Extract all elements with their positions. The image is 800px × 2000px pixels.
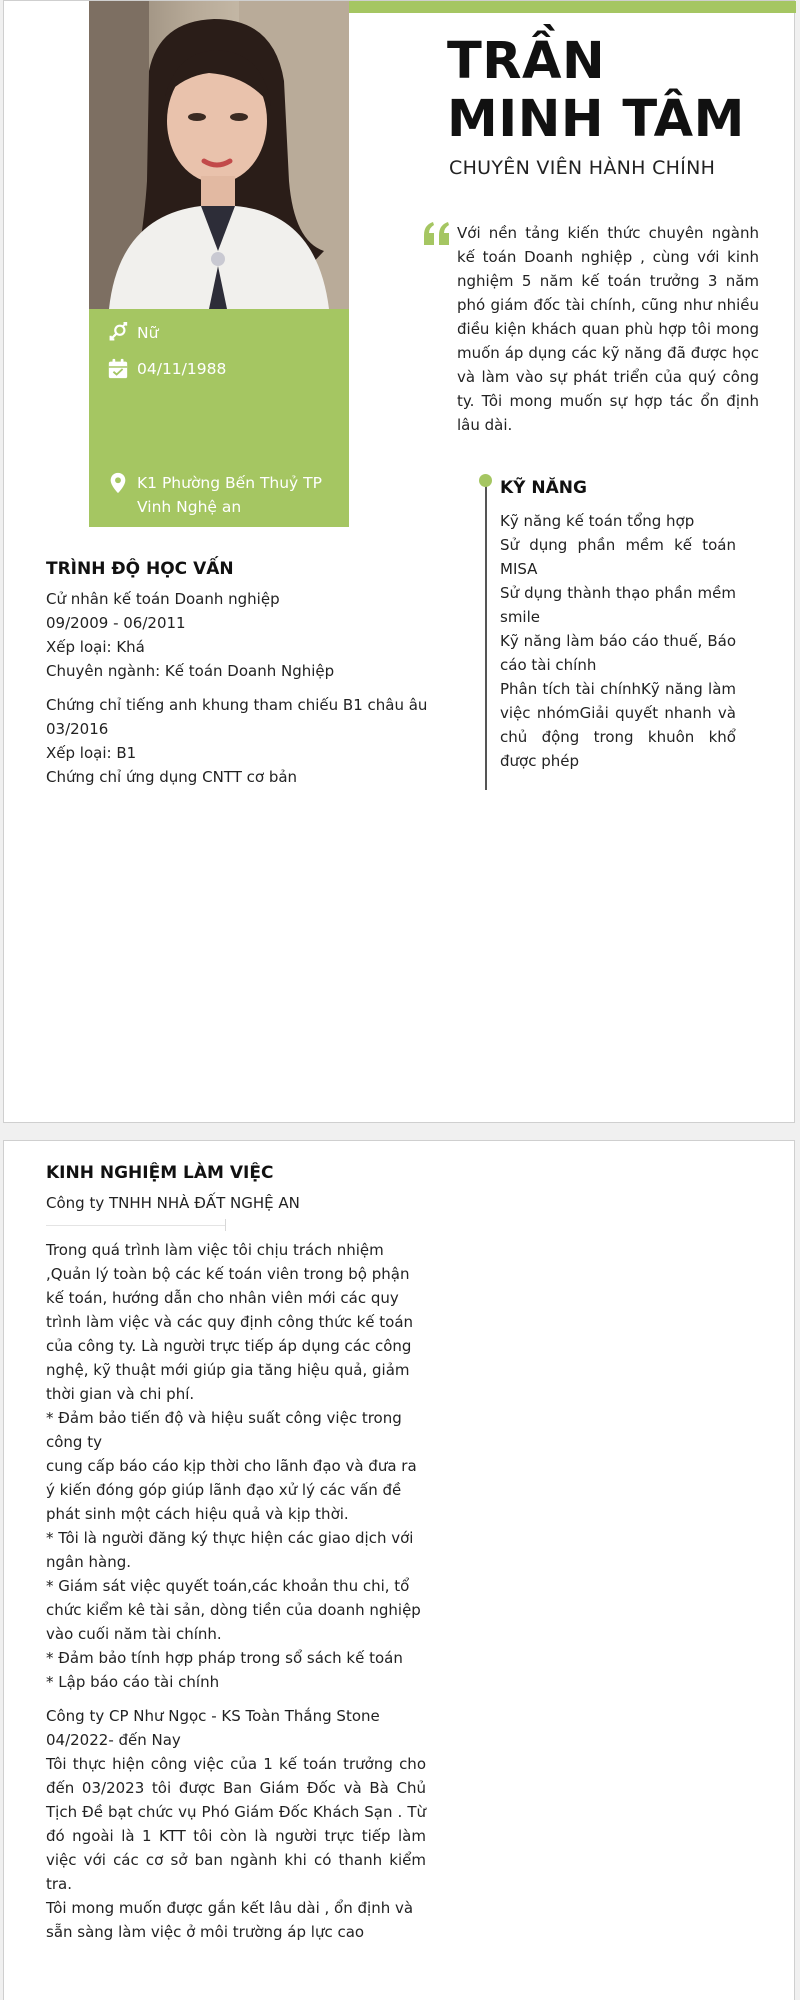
job-title: CHUYÊN VIÊN HÀNH CHÍNH <box>449 157 716 179</box>
gender-row <box>107 321 352 345</box>
skill-item: Sử dụng phần mềm kế toán MISA <box>500 536 736 578</box>
experience-heading: KINH NGHIỆM LÀM VIỆC <box>46 1163 274 1183</box>
skill-item: Kỹ năng kế toán tổng hợp <box>500 512 695 530</box>
certificate-english-date: 03/2016 <box>46 720 109 738</box>
skills-timeline-line <box>485 480 487 790</box>
job1-duty: * Giám sát việc quyết toán,các khoản thu chi, tổ chức kiểm kê tài sản, dòng tiền của doanh nghiệp vào cuối năm tài chính. <box>46 1577 421 1643</box>
address-value: K1 Phường Bến Thuỷ TP Vinh Nghệ an <box>137 474 322 516</box>
education-grade: Xếp loại: Khá <box>46 638 145 656</box>
birthdate-row <box>107 357 352 381</box>
job1-duty: * Đảm bảo tính hợp pháp trong sổ sách kế toán <box>46 1649 403 1667</box>
job2-period: 04/2022- đến Nay <box>46 1731 181 1749</box>
calendar-icon <box>107 358 129 380</box>
job2-company: Công ty CP Như Ngọc - KS Toàn Thắng Stone <box>46 1707 380 1725</box>
certificate-english: Chứng chỉ tiếng anh khung tham chiếu B1 châu âu <box>46 696 428 714</box>
portrait-illustration <box>89 1 349 309</box>
skill-item: Phân tích tài chínhKỹ năng làm việc nhómGiải quyết nhanh và chủ động trong khuôn khổ được phép <box>500 680 736 770</box>
gender-value: Nữ <box>137 324 159 342</box>
skills-heading: KỸ NĂNG <box>500 478 587 498</box>
education-heading: TRÌNH ĐỘ HỌC VẤN <box>46 559 234 579</box>
divider <box>46 1225 226 1226</box>
quote-icon <box>422 221 452 247</box>
profile-photo <box>89 1 349 309</box>
skills-timeline-dot <box>479 474 492 487</box>
certificate-it: Chứng chỉ ứng dụng CNTT cơ bản <box>46 768 298 786</box>
education-degree: Cử nhân kế toán Doanh nghiệp <box>46 590 280 608</box>
skill-item: Kỹ năng làm báo cáo thuế, Báo cáo tài chính <box>500 632 736 674</box>
job2-description: Tôi thực hiện công việc của 1 kế toán trưởng cho đến 03/2023 tôi được Ban Giám Đốc và Bà Chủ Tịch Đề bạt chức vụ Phó Giám Đốc Khách Sạn . Từ đó ngoài là 1 KTT tôi còn là người trực tiếp làm việc với các cơ sở ban ngành khi có thanh kiểm tra. <box>46 1755 426 1893</box>
job2-aspiration: Tôi mong muốn được gắn kết lâu dài , ổn định và sẵn sàng làm việc ở môi trường áp lực cao <box>46 1899 414 1941</box>
skills-list <box>500 509 736 773</box>
resume-page-1 <box>3 0 795 1123</box>
skill-item: Sử dụng thành thạo phần mềm smile <box>500 584 736 626</box>
job1-company: Công ty TNHH NHÀ ĐẤT NGHỆ AN <box>46 1194 300 1212</box>
candidate-name: TRẦN MINH TÂM <box>447 32 745 149</box>
education-section <box>46 557 446 789</box>
job1-duty: cung cấp báo cáo kịp thời cho lãnh đạo và đưa ra ý kiến đóng góp giúp lãnh đạo xử lý các vấn đề phát sinh một cách hiệu quả và kịp thời. <box>46 1457 417 1523</box>
personal-info-panel <box>89 309 349 527</box>
education-period: 09/2009 - 06/2011 <box>46 614 186 632</box>
job1-duty: Trong quá trình làm việc tôi chịu trách nhiệm ,Quản lý toàn bộ các kế toán viên trong bộ phận kế toán, hướng dẫn cho nhân viên mới các quy trình làm việc và các quy định công thức kế toán của công ty. Là người trực tiếp áp dụng các công nghệ, kỹ thuật mới giúp gia tăng hiệu quả, giảm thời gian và chi phí. <box>46 1241 414 1403</box>
education-major: Chuyên ngành: Kế toán Doanh Nghiệp <box>46 662 335 680</box>
career-summary: Với nền tảng kiến thức chuyên ngành kế toán Doanh nghiệp , cùng với kinh nghiệm 5 năm kế toán trưởng 3 năm phó giám đốc tài chính, cũng như nhiều điều kiện khách quan phù hợp tôi mong muốn áp dụng các kỹ năng đã được học và làm vào sự phát triển của quý công ty. Tôi mong muốn sự hợp tác ổn định lâu dài. <box>457 224 759 434</box>
gender-icon <box>107 322 129 344</box>
address-row <box>107 471 352 519</box>
accent-bar <box>344 1 796 13</box>
experience-section <box>46 1161 426 1944</box>
job1-duty: * Đảm bảo tiến độ và hiệu suất công việc trong công ty <box>46 1409 402 1451</box>
location-pin-icon <box>107 472 129 494</box>
job1-duty: * Tôi là người đăng ký thực hiện các giao dịch với ngân hàng. <box>46 1529 414 1571</box>
birthdate-value: 04/11/1988 <box>137 360 227 378</box>
resume-page-2 <box>3 1140 795 2000</box>
certificate-english-grade: Xếp loại: B1 <box>46 744 137 762</box>
job1-duty: * Lập báo cáo tài chính <box>46 1673 220 1691</box>
